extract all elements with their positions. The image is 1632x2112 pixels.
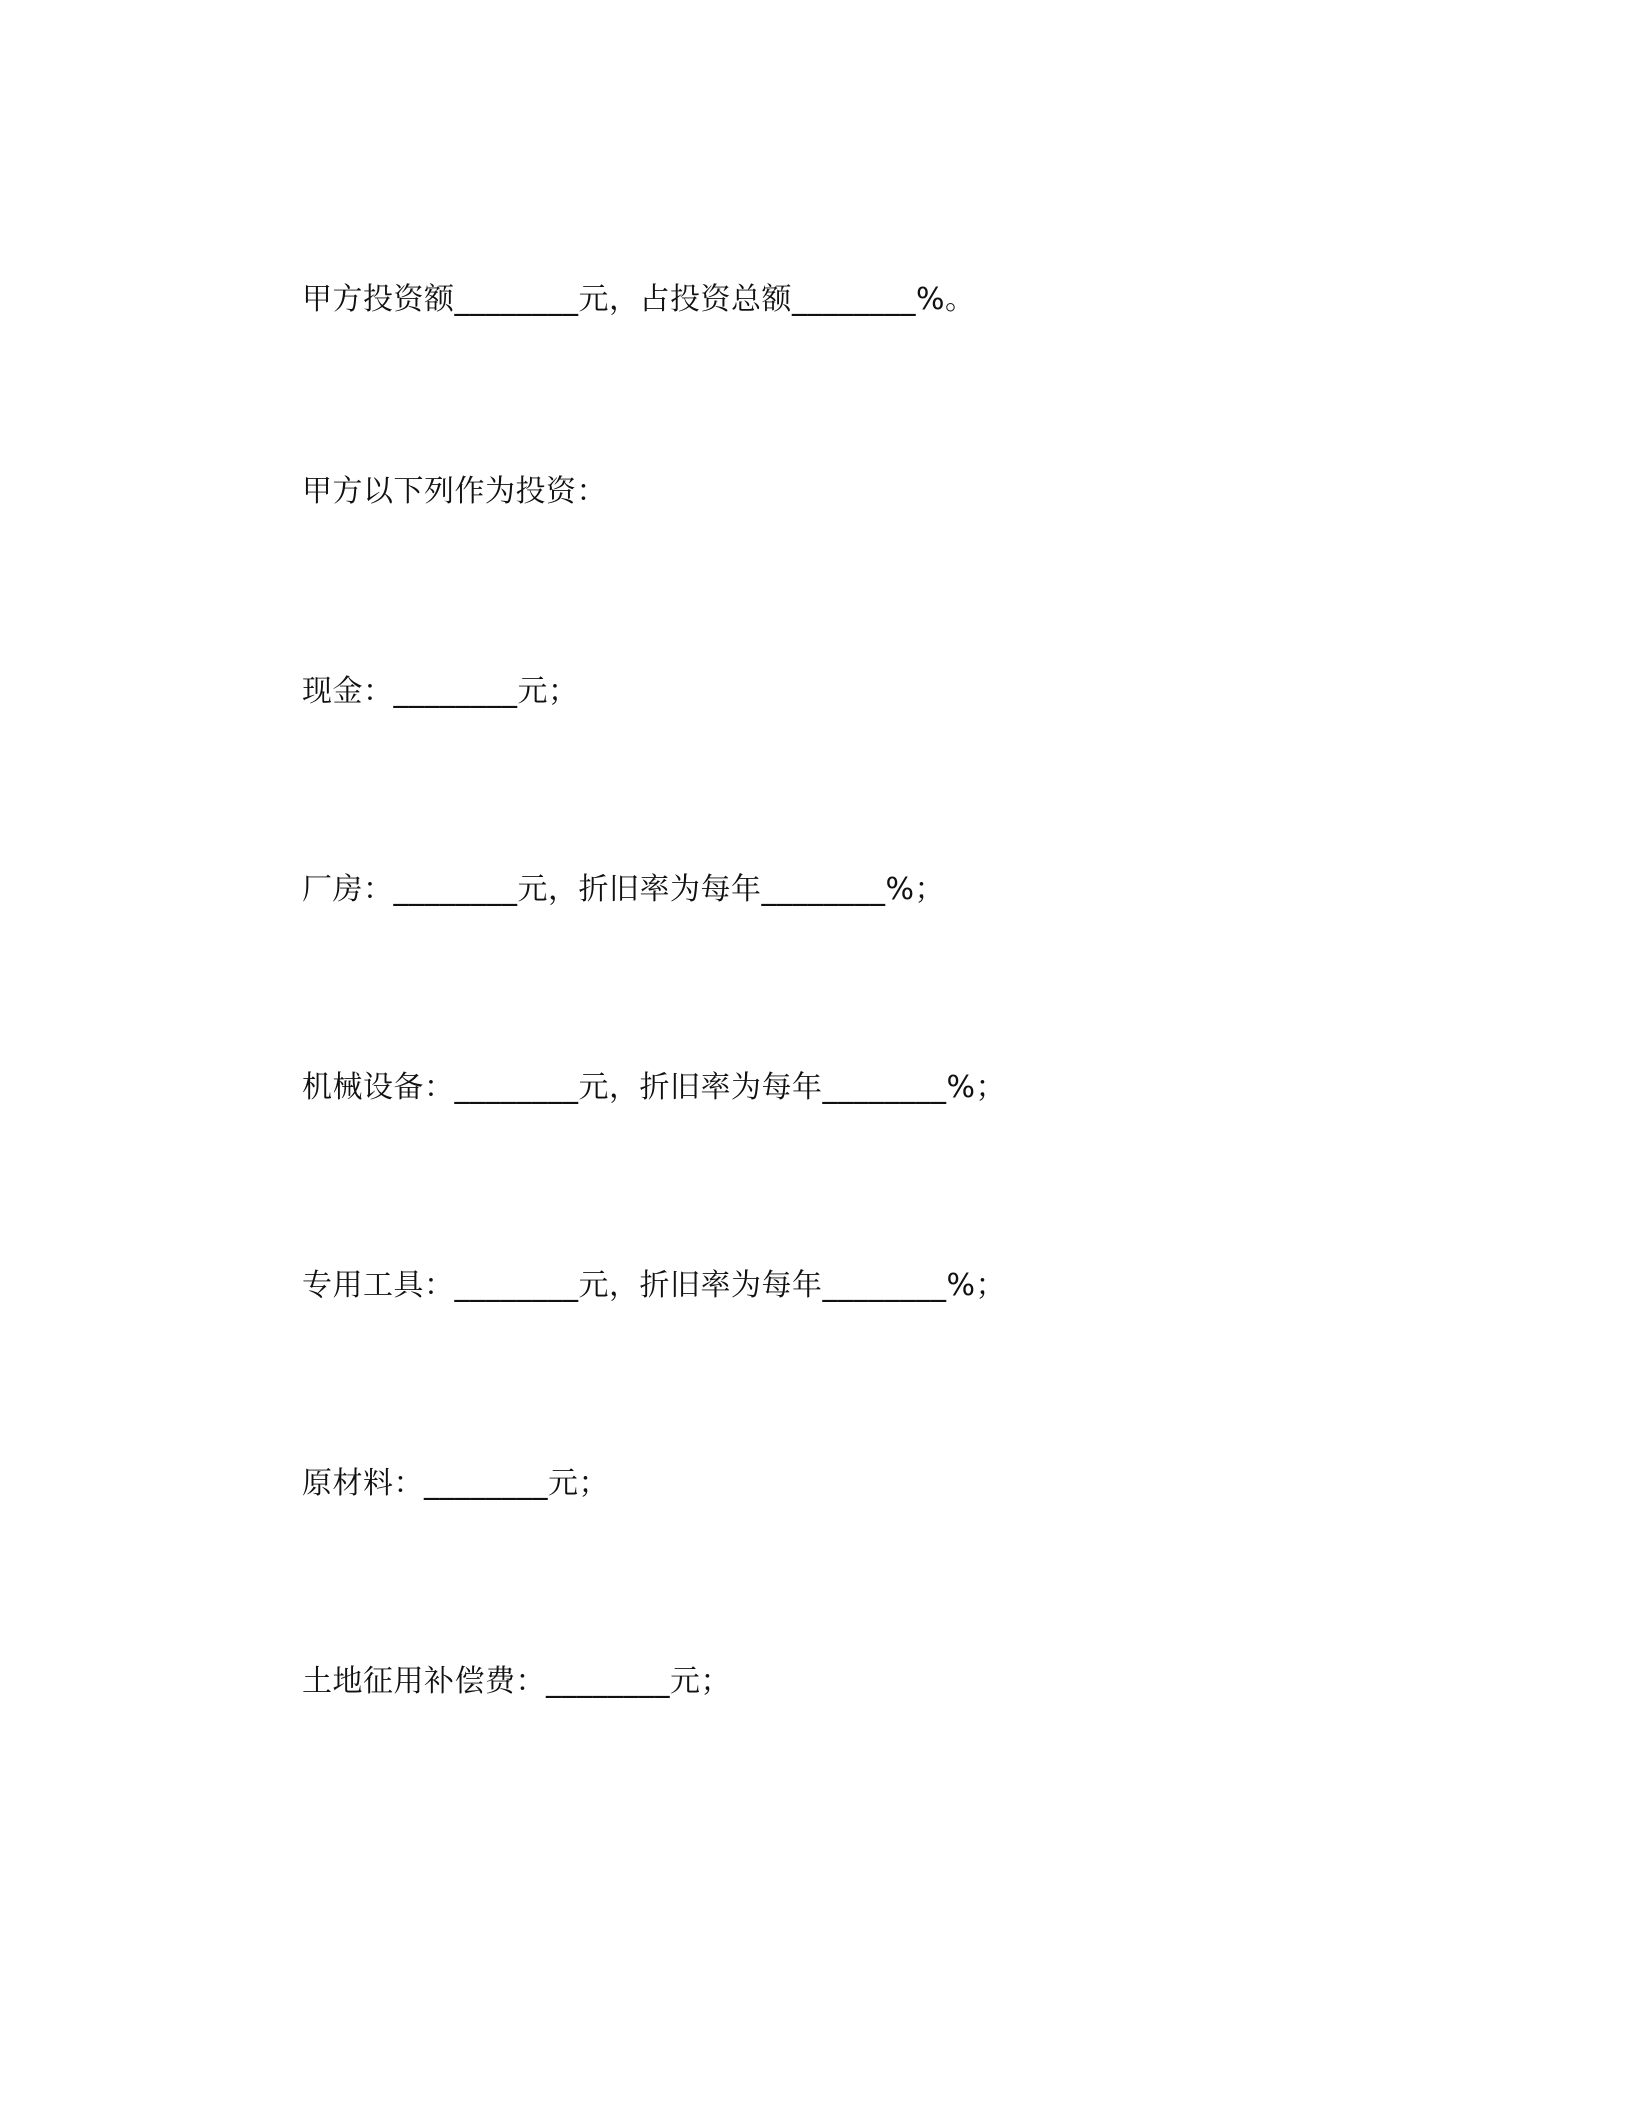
cash-line: 现金：________元； (302, 674, 579, 709)
special-tools-line: 专用工具：________元，折旧率为每年________%； (302, 1268, 1007, 1303)
land-compensation-line: 土地征用补偿费：________元； (302, 1664, 731, 1699)
factory-line: 厂房：________元，折旧率为每年________%； (302, 872, 946, 907)
investment-amount-line: 甲方投资额________元，占投资总额________%。 (302, 282, 976, 317)
investment-items-heading: 甲方以下列作为投资： (302, 474, 607, 509)
machinery-line: 机械设备：________元，折旧率为每年________%； (302, 1070, 1007, 1105)
raw-materials-line: 原材料：________元； (302, 1466, 609, 1501)
